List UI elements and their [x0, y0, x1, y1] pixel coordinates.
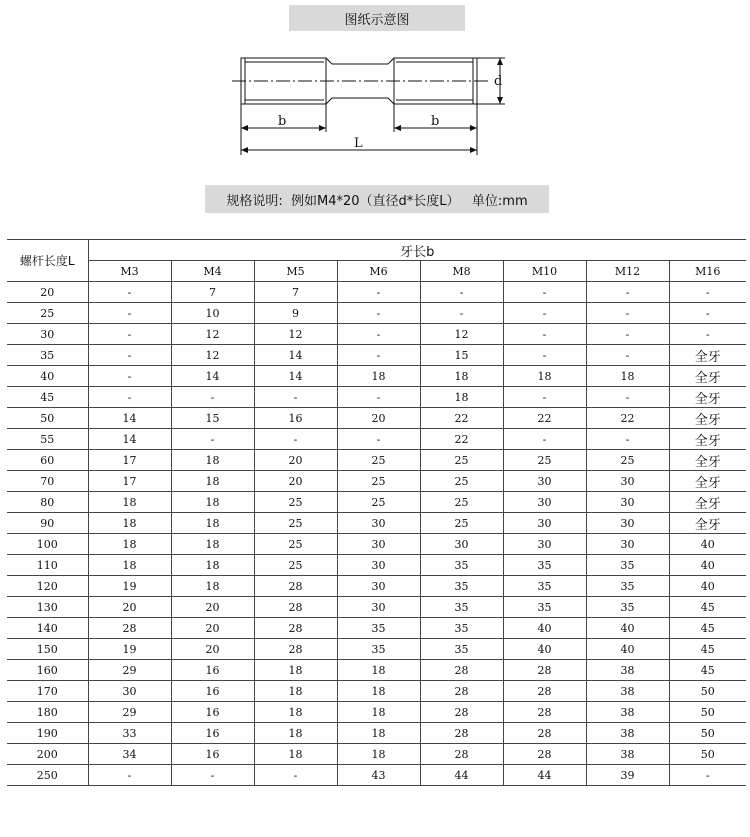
thread-length-cell: 35	[503, 576, 586, 597]
thread-length-cell: 12	[171, 324, 254, 345]
thread-length-cell: 30	[503, 513, 586, 534]
thread-length-cell: 39	[586, 765, 669, 786]
thread-length-cell: 30	[420, 534, 503, 555]
thread-length-cell: 18	[420, 387, 503, 408]
thread-length-cell: -	[586, 282, 669, 303]
table-row	[7, 639, 746, 660]
size-header-m5: M5	[254, 261, 337, 282]
thread-length-cell: -	[337, 345, 420, 366]
thread-length-cell: 18	[88, 534, 171, 555]
thread-length-cell: 38	[586, 660, 669, 681]
thread-length-cell: 35	[420, 639, 503, 660]
table-row	[7, 681, 746, 702]
thread-length-cell: 20	[337, 408, 420, 429]
thread-length-cell: -	[337, 387, 420, 408]
thread-length-cell: 14	[88, 408, 171, 429]
thread-length-cell: 29	[88, 660, 171, 681]
thread-length-cell: 45	[669, 618, 746, 639]
thread-length-cell: 35	[586, 555, 669, 576]
thread-length-cell: 28	[420, 744, 503, 765]
thread-length-cell: 34	[88, 744, 171, 765]
thread-length-cell: 全牙	[669, 408, 746, 429]
thread-length-cell: -	[337, 429, 420, 450]
table-row	[7, 534, 746, 555]
thread-length-cell: 25	[337, 471, 420, 492]
thread-length-cell: 19	[88, 576, 171, 597]
thread-length-cell: 18	[171, 492, 254, 513]
thread-length-cell: -	[171, 387, 254, 408]
thread-length-cell: 38	[586, 702, 669, 723]
thread-length-cell: -	[503, 387, 586, 408]
thread-length-cell: 18	[171, 513, 254, 534]
thread-length-cell: -	[503, 282, 586, 303]
table-row	[7, 660, 746, 681]
table-row	[7, 408, 746, 429]
size-header-m12: M12	[586, 261, 669, 282]
thread-length-cell: 全牙	[669, 450, 746, 471]
thread-length-cell: 10	[171, 303, 254, 324]
thread-length-cell: 35	[420, 555, 503, 576]
thread-length-cell: 30	[337, 576, 420, 597]
thread-length-cell: 25	[254, 534, 337, 555]
thread-length-cell: 19	[88, 639, 171, 660]
thread-length-cell: 38	[586, 744, 669, 765]
thread-length-cell: 18	[88, 492, 171, 513]
length-cell: 150	[7, 639, 88, 660]
thread-length-cell: 12	[420, 324, 503, 345]
dim-b-right: b	[431, 114, 440, 129]
thread-length-cell: 25	[337, 492, 420, 513]
thread-length-cell: -	[586, 324, 669, 345]
thread-length-cell: -	[420, 282, 503, 303]
thread-length-cell: -	[586, 303, 669, 324]
thread-length-cell: -	[503, 345, 586, 366]
thread-length-cell: 17	[88, 450, 171, 471]
thread-length-cell: 38	[586, 723, 669, 744]
thread-length-cell: 35	[586, 597, 669, 618]
thread-length-cell: 14	[254, 345, 337, 366]
thread-length-cell: 44	[503, 765, 586, 786]
thread-length-cell: 28	[254, 597, 337, 618]
thread-length-cell: 18	[171, 555, 254, 576]
thread-length-cell: -	[88, 366, 171, 387]
thread-length-cell: 35	[337, 618, 420, 639]
size-header-m10: M10	[503, 261, 586, 282]
thread-length-cell: 30	[337, 534, 420, 555]
table-row	[7, 324, 746, 345]
thread-length-cell: 30	[503, 471, 586, 492]
thread-length-cell: -	[420, 303, 503, 324]
table-row	[7, 555, 746, 576]
thread-length-cell: 全牙	[669, 366, 746, 387]
length-cell: 60	[7, 450, 88, 471]
length-cell: 110	[7, 555, 88, 576]
thread-length-cell: -	[254, 429, 337, 450]
thread-length-cell: 18	[254, 744, 337, 765]
length-cell: 140	[7, 618, 88, 639]
thread-length-cell: 28	[254, 639, 337, 660]
thread-length-cell: -	[254, 765, 337, 786]
stud-bolt-diagram	[0, 40, 750, 165]
diagram-title: 图纸示意图	[289, 5, 465, 31]
thread-length-cell: 12	[254, 324, 337, 345]
thread-length-cell: 28	[254, 618, 337, 639]
length-cell: 170	[7, 681, 88, 702]
length-cell: 35	[7, 345, 88, 366]
thread-length-cell: 45	[669, 597, 746, 618]
thread-length-table	[7, 239, 746, 786]
thread-length-cell: 38	[586, 681, 669, 702]
thread-length-cell: 18	[337, 366, 420, 387]
thread-length-cell: 30	[586, 492, 669, 513]
thread-length-cell: -	[669, 324, 746, 345]
thread-length-cell: 18	[503, 366, 586, 387]
thread-length-cell: 30	[337, 513, 420, 534]
table-row	[7, 492, 746, 513]
thread-length-cell: 全牙	[669, 513, 746, 534]
table-row	[7, 618, 746, 639]
thread-length-cell: 全牙	[669, 387, 746, 408]
thread-length-cell: 14	[88, 429, 171, 450]
thread-length-cell: -	[669, 282, 746, 303]
thread-length-cell: 22	[586, 408, 669, 429]
thread-length-cell: 全牙	[669, 492, 746, 513]
table-row	[7, 366, 746, 387]
thread-length-cell: 16	[171, 681, 254, 702]
thread-length-cell: 14	[171, 366, 254, 387]
thread-length-cell: 28	[420, 681, 503, 702]
table-row	[7, 303, 746, 324]
length-cell: 100	[7, 534, 88, 555]
thread-length-cell: 18	[171, 534, 254, 555]
spec-note: 规格说明: 例如M4*20（直径d*长度L） 单位:mm	[205, 185, 549, 213]
thread-length-cell: 50	[669, 681, 746, 702]
length-cell: 80	[7, 492, 88, 513]
thread-length-cell: 22	[503, 408, 586, 429]
thread-length-cell: 28	[503, 723, 586, 744]
neck-bottom	[326, 98, 394, 104]
thread-length-cell: 40	[503, 618, 586, 639]
thread-length-cell: 40	[669, 555, 746, 576]
thread-length-cell: -	[669, 765, 746, 786]
thread-length-cell: 15	[420, 345, 503, 366]
thread-length-cell: 20	[88, 597, 171, 618]
thread-length-cell: 18	[337, 723, 420, 744]
thread-length-cell: 28	[420, 723, 503, 744]
column-header-length: 螺杆长度L	[7, 240, 88, 282]
table-row	[7, 765, 746, 786]
length-cell: 130	[7, 597, 88, 618]
thread-length-cell: 30	[503, 492, 586, 513]
thread-length-cell: -	[586, 429, 669, 450]
thread-length-cell: 22	[420, 408, 503, 429]
thread-length-cell: 7	[254, 282, 337, 303]
thread-length-cell: 14	[254, 366, 337, 387]
thread-length-cell: 20	[171, 639, 254, 660]
thread-length-cell: 18	[171, 450, 254, 471]
thread-length-cell: -	[337, 282, 420, 303]
thread-length-cell: -	[503, 303, 586, 324]
thread-length-cell: -	[254, 387, 337, 408]
thread-length-cell: 18	[337, 660, 420, 681]
thread-length-cell: 50	[669, 723, 746, 744]
thread-length-cell: 16	[171, 660, 254, 681]
thread-length-cell: 20	[254, 471, 337, 492]
thread-length-cell: 35	[503, 555, 586, 576]
thread-length-cell: 18	[254, 723, 337, 744]
size-header-m6: M6	[337, 261, 420, 282]
thread-length-cell: -	[171, 765, 254, 786]
thread-length-cell: 45	[669, 660, 746, 681]
size-header-m8: M8	[420, 261, 503, 282]
thread-length-cell: 16	[171, 744, 254, 765]
thread-length-cell: 22	[420, 429, 503, 450]
thread-length-cell: 16	[171, 723, 254, 744]
length-cell: 55	[7, 429, 88, 450]
thread-length-cell: 18	[254, 660, 337, 681]
thread-length-cell: -	[586, 387, 669, 408]
thread-length-cell: 35	[420, 597, 503, 618]
thread-length-cell: 15	[171, 408, 254, 429]
thread-length-cell: -	[669, 303, 746, 324]
thread-length-cell: 20	[171, 618, 254, 639]
thread-length-cell: 12	[171, 345, 254, 366]
dim-diameter: d	[494, 74, 503, 89]
thread-length-cell: -	[88, 282, 171, 303]
thread-length-cell: -	[88, 324, 171, 345]
table-row	[7, 513, 746, 534]
thread-length-cell: 18	[254, 681, 337, 702]
thread-length-cell: 28	[88, 618, 171, 639]
table-row	[7, 597, 746, 618]
thread-length-cell: 30	[337, 555, 420, 576]
table-body	[7, 282, 746, 786]
thread-length-cell: 30	[503, 534, 586, 555]
thread-length-cell: 18	[420, 366, 503, 387]
size-header-m4: M4	[171, 261, 254, 282]
thread-length-cell: 25	[254, 492, 337, 513]
table-row	[7, 282, 746, 303]
length-cell: 200	[7, 744, 88, 765]
thread-length-cell: 25	[254, 555, 337, 576]
thread-length-cell: 28	[503, 702, 586, 723]
thread-length-cell: 28	[420, 660, 503, 681]
table-row	[7, 450, 746, 471]
thread-length-cell: 33	[88, 723, 171, 744]
thread-length-cell: -	[88, 345, 171, 366]
table-row	[7, 345, 746, 366]
thread-length-cell: -	[88, 303, 171, 324]
thread-length-cell: -	[88, 765, 171, 786]
thread-length-cell: 50	[669, 702, 746, 723]
thread-length-cell: 43	[337, 765, 420, 786]
thread-length-cell: 29	[88, 702, 171, 723]
length-cell: 45	[7, 387, 88, 408]
thread-length-cell: 16	[254, 408, 337, 429]
neck-top	[326, 58, 394, 64]
table-row	[7, 744, 746, 765]
thread-length-cell: 40	[586, 618, 669, 639]
thread-length-cell: 40	[503, 639, 586, 660]
column-group-thread-length: 牙长b	[88, 240, 746, 261]
thread-length-cell: -	[88, 387, 171, 408]
thread-length-cell: 17	[88, 471, 171, 492]
thread-length-cell: 35	[586, 576, 669, 597]
thread-length-cell: 25	[586, 450, 669, 471]
thread-length-cell: 16	[171, 702, 254, 723]
thread-length-cell: 30	[586, 513, 669, 534]
table-row	[7, 702, 746, 723]
length-cell: 120	[7, 576, 88, 597]
thread-length-cell: 18	[337, 681, 420, 702]
thread-length-cell: 25	[337, 450, 420, 471]
thread-length-cell: 30	[88, 681, 171, 702]
size-header-m3: M3	[88, 261, 171, 282]
thread-length-cell: 18	[171, 471, 254, 492]
table-row	[7, 576, 746, 597]
thread-length-cell: -	[337, 303, 420, 324]
thread-length-cell: -	[171, 429, 254, 450]
length-cell: 20	[7, 282, 88, 303]
thread-length-cell: 40	[669, 576, 746, 597]
table-row	[7, 429, 746, 450]
thread-length-cell: 18	[337, 744, 420, 765]
thread-length-cell: -	[503, 429, 586, 450]
thread-length-cell: 28	[420, 702, 503, 723]
thread-length-cell: 44	[420, 765, 503, 786]
thread-length-cell: 30	[586, 534, 669, 555]
thread-length-cell: 18	[586, 366, 669, 387]
thread-length-cell: 25	[254, 513, 337, 534]
thread-length-cell: 28	[503, 660, 586, 681]
length-cell: 25	[7, 303, 88, 324]
thread-length-cell: 全牙	[669, 345, 746, 366]
table-row	[7, 723, 746, 744]
thread-length-cell: 18	[171, 576, 254, 597]
thread-length-cell: 25	[420, 492, 503, 513]
length-cell: 160	[7, 660, 88, 681]
length-cell: 70	[7, 471, 88, 492]
thread-length-cell: 40	[586, 639, 669, 660]
thread-length-cell: 20	[254, 450, 337, 471]
thread-length-cell: 9	[254, 303, 337, 324]
thread-length-cell: 35	[503, 597, 586, 618]
thread-length-cell: 全牙	[669, 471, 746, 492]
thread-length-cell: 35	[420, 618, 503, 639]
thread-length-cell: 25	[420, 471, 503, 492]
thread-length-cell: -	[586, 345, 669, 366]
thread-length-cell: 28	[503, 744, 586, 765]
thread-length-cell: 18	[337, 702, 420, 723]
thread-length-cell: 30	[337, 597, 420, 618]
thread-length-cell: 18	[88, 555, 171, 576]
table-row	[7, 387, 746, 408]
thread-length-cell: 28	[254, 576, 337, 597]
thread-length-cell: -	[337, 324, 420, 345]
thread-length-cell: 35	[420, 576, 503, 597]
length-cell: 90	[7, 513, 88, 534]
dim-length: L	[354, 136, 363, 151]
size-header-m16: M16	[669, 261, 746, 282]
thread-length-cell: 20	[171, 597, 254, 618]
thread-length-cell: 全牙	[669, 429, 746, 450]
size-header-row	[7, 261, 746, 282]
thread-length-cell: 28	[503, 681, 586, 702]
thread-length-cell: 50	[669, 744, 746, 765]
length-cell: 250	[7, 765, 88, 786]
thread-length-cell: 30	[586, 471, 669, 492]
thread-length-cell: 25	[503, 450, 586, 471]
thread-length-cell: 25	[420, 450, 503, 471]
dim-b-left: b	[278, 114, 287, 129]
thread-length-cell: 45	[669, 639, 746, 660]
thread-length-cell: 18	[88, 513, 171, 534]
thread-length-cell: 18	[254, 702, 337, 723]
thread-length-cell: 40	[669, 534, 746, 555]
length-cell: 50	[7, 408, 88, 429]
length-cell: 180	[7, 702, 88, 723]
length-cell: 30	[7, 324, 88, 345]
length-cell: 190	[7, 723, 88, 744]
length-cell: 40	[7, 366, 88, 387]
thread-length-cell: 25	[420, 513, 503, 534]
thread-length-cell: -	[503, 324, 586, 345]
thread-length-cell: 7	[171, 282, 254, 303]
thread-length-cell: 35	[337, 639, 420, 660]
table-row	[7, 471, 746, 492]
